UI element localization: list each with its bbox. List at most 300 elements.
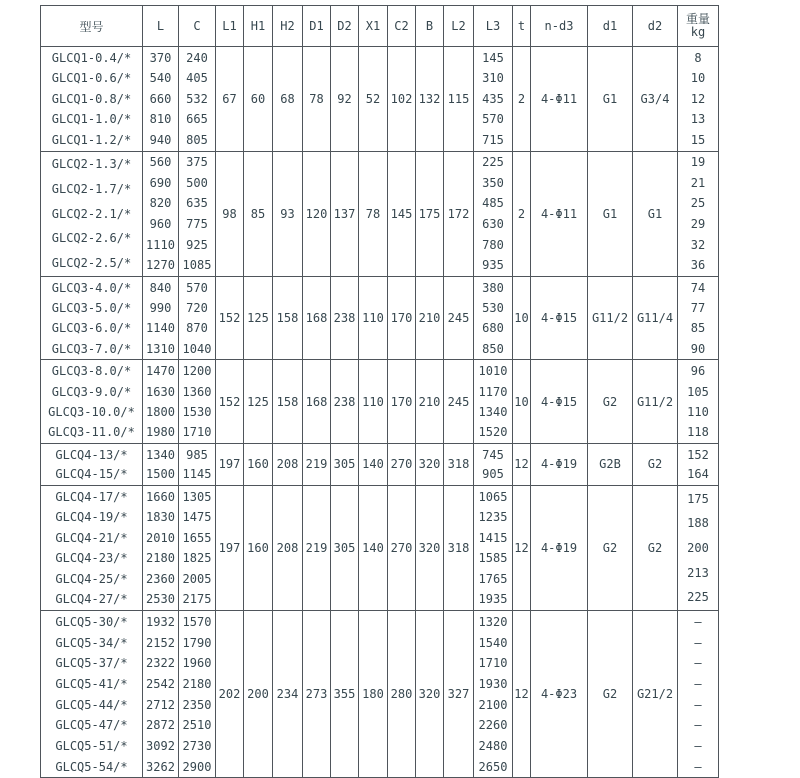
model-value: GLCQ4-19/* (55, 510, 128, 525)
model-stack (41, 612, 142, 777)
cell-d1: G1 (588, 151, 633, 276)
cell-t: 10 (513, 360, 531, 444)
cell-nd3: 4-Φ15 (531, 276, 588, 360)
model-value: GLCQ3-10.0/* (48, 405, 135, 419)
L-value: 1660 (146, 489, 175, 504)
C-value: 405 (186, 71, 208, 86)
C-value: 720 (186, 301, 208, 315)
kg-value: 213 (687, 565, 709, 580)
kg-value: – (694, 615, 702, 630)
model-value: GLCQ4-23/* (55, 551, 128, 566)
column-header-C: C (179, 6, 216, 47)
C-value: 532 (186, 91, 208, 106)
model-value: GLCQ3-6.0/* (51, 321, 132, 336)
cell-H1: 160 (244, 444, 273, 486)
weight-header-label: 重量 (685, 12, 710, 26)
cell-D1: 168 (303, 360, 331, 444)
group-row-1 (41, 47, 719, 152)
model-value: GLCQ1-0.6/* (51, 71, 132, 86)
cell-D2: 305 (331, 485, 359, 610)
cell-d1: G2 (588, 485, 633, 610)
L-value: 2360 (146, 571, 175, 586)
L-value: 1470 (146, 364, 175, 379)
cell-H1: 200 (244, 611, 273, 778)
L3-value: 310 (482, 71, 504, 86)
L-value: 1932 (146, 615, 175, 630)
group-row-6 (41, 485, 719, 610)
cell-L2: 115 (444, 47, 474, 152)
cell-C (179, 276, 216, 360)
cell-D2: 355 (331, 611, 359, 778)
kg-value: 85 (690, 321, 706, 336)
model-value: GLCQ1-0.8/* (51, 91, 132, 106)
cell-nd3: 4-Φ11 (531, 47, 588, 152)
kg-value: – (694, 739, 702, 754)
cell-C (179, 151, 216, 276)
L3-value: 905 (482, 467, 504, 482)
kg-value: – (694, 677, 702, 692)
cell-L (143, 360, 179, 444)
L-stack (143, 152, 178, 275)
cell-L2: 245 (444, 276, 474, 360)
group-row-7 (41, 611, 719, 778)
model-value: GLCQ5-51/* (55, 739, 128, 754)
cell-H1: 125 (244, 360, 273, 444)
cell-H2: 158 (273, 276, 303, 360)
C-value: 1825 (182, 551, 212, 566)
L3-value: 1930 (478, 677, 508, 692)
column-header-d1: d1 (588, 6, 633, 47)
L3-value: 485 (482, 196, 504, 211)
L-value: 940 (149, 132, 172, 147)
cell-H2: 68 (273, 47, 303, 152)
column-header-D1: D1 (303, 6, 331, 47)
kg-value: 10 (690, 71, 706, 86)
cell-L1: 152 (216, 276, 244, 360)
C-value: 1655 (182, 530, 212, 545)
cell-D1: 168 (303, 276, 331, 360)
cell-X1: 52 (359, 47, 388, 152)
cell-d1: G2B (588, 444, 633, 486)
C-value: 665 (186, 112, 208, 127)
L-value: 2530 (146, 592, 175, 607)
cell-t: 12 (513, 444, 531, 486)
cell-model (41, 360, 143, 444)
C-value: 1305 (182, 489, 212, 504)
column-header-L3: L3 (474, 6, 513, 47)
model-value: GLCQ4-21/* (55, 530, 128, 545)
cell-d1: G1 (588, 47, 633, 152)
kg-value: 200 (687, 541, 709, 556)
L3-value: 225 (482, 155, 504, 170)
L-value: 1630 (146, 384, 175, 399)
L-value: 1310 (146, 341, 175, 356)
model-value: GLCQ3-7.0/* (51, 341, 132, 356)
cell-X1: 180 (359, 611, 388, 778)
kg-value: 175 (687, 491, 709, 506)
model-value: GLCQ4-17/* (55, 489, 128, 504)
kg-value: 13 (690, 112, 706, 127)
column-header-D2: D2 (331, 6, 359, 47)
cell-D2: 238 (331, 360, 359, 444)
kg-stack (678, 152, 718, 275)
cell-d1: G2 (588, 611, 633, 778)
L-value: 1110 (146, 237, 175, 252)
kg-value: 77 (690, 301, 706, 315)
model-value: GLCQ5-47/* (55, 718, 128, 733)
cell-L3 (474, 360, 513, 444)
model-value: GLCQ3-5.0/* (51, 301, 132, 315)
model-value: GLCQ1-0.4/* (51, 50, 132, 65)
C-value: 2180 (182, 677, 212, 692)
cell-t: 10 (513, 276, 531, 360)
cell-B: 132 (416, 47, 444, 152)
cell-B: 320 (416, 444, 444, 486)
cell-D1: 219 (303, 485, 331, 610)
model-value: GLCQ5-30/* (55, 615, 128, 630)
column-header-L2: L2 (444, 6, 474, 47)
L-value: 960 (149, 216, 172, 231)
cell-L2: 318 (444, 485, 474, 610)
model-value: GLCQ2-2.5/* (51, 256, 132, 271)
L3-value: 1235 (478, 510, 508, 525)
cell-d2: G11/4 (633, 276, 678, 360)
cell-nd3: 4-Φ19 (531, 485, 588, 610)
kg-stack (678, 612, 718, 777)
cell-model (41, 485, 143, 610)
cell-L2: 245 (444, 360, 474, 444)
column-header-nd3: n-d3 (531, 6, 588, 47)
column-header-H1: H1 (244, 6, 273, 47)
L3-stack (474, 48, 512, 151)
column-header-X1: X1 (359, 6, 388, 47)
cell-B: 210 (416, 276, 444, 360)
L-value: 2010 (146, 530, 175, 545)
L-value: 3262 (146, 759, 175, 774)
L3-value: 630 (482, 216, 504, 231)
C-value: 1570 (182, 615, 212, 630)
model-stack (41, 445, 142, 485)
cell-L1: 197 (216, 444, 244, 486)
cell-C (179, 485, 216, 610)
C-value: 925 (186, 237, 208, 252)
cell-model (41, 444, 143, 486)
cell-nd3: 4-Φ15 (531, 360, 588, 444)
cell-model (41, 151, 143, 276)
model-value: GLCQ5-37/* (55, 656, 128, 671)
L-stack (143, 48, 178, 151)
cell-C2: 280 (388, 611, 416, 778)
C-value: 1200 (182, 364, 212, 379)
table-body (41, 47, 719, 778)
L3-value: 350 (482, 175, 504, 190)
model-value: GLCQ2-1.7/* (51, 182, 132, 196)
cell-X1: 78 (359, 151, 388, 276)
C-value: 1085 (182, 258, 212, 273)
L3-value: 1010 (478, 364, 508, 379)
cell-L3 (474, 151, 513, 276)
L3-value: 745 (482, 447, 504, 462)
kg-value: 225 (687, 590, 709, 605)
cell-nd3: 4-Φ11 (531, 151, 588, 276)
cell-d2: G2 (633, 485, 678, 610)
L-stack (143, 445, 178, 485)
kg-value: 152 (687, 447, 709, 462)
cell-X1: 110 (359, 360, 388, 444)
C-value: 1790 (182, 635, 212, 650)
cell-B: 320 (416, 611, 444, 778)
L-value: 990 (149, 301, 172, 315)
model-value: GLCQ4-27/* (55, 592, 128, 607)
cell-C2: 170 (388, 276, 416, 360)
C-value: 635 (186, 196, 208, 211)
C-value: 1145 (182, 467, 212, 482)
cell-H2: 93 (273, 151, 303, 276)
cell-L (143, 47, 179, 152)
L3-value: 1415 (478, 530, 508, 545)
C-value: 2005 (182, 571, 212, 586)
cell-D2: 305 (331, 444, 359, 486)
L-value: 2872 (146, 718, 175, 733)
C-value: 1710 (182, 425, 212, 440)
C-value: 2730 (182, 739, 212, 754)
cell-kg (678, 276, 719, 360)
kg-value: 96 (690, 364, 706, 379)
C-value: 570 (186, 280, 208, 295)
table-header (41, 6, 719, 47)
model-value: GLCQ5-54/* (55, 759, 128, 774)
cell-d2: G21/2 (633, 611, 678, 778)
kg-value: – (694, 697, 702, 712)
L3-stack (474, 612, 512, 777)
cell-D2: 238 (331, 276, 359, 360)
cell-kg (678, 47, 719, 152)
C-value: 500 (186, 175, 208, 190)
L-stack (143, 277, 178, 359)
cell-H2: 208 (273, 485, 303, 610)
C-stack (179, 152, 215, 275)
cell-kg (678, 611, 719, 778)
cell-d2: G1 (633, 151, 678, 276)
column-header-d2: d2 (633, 6, 678, 47)
spec-table (40, 5, 719, 778)
group-row-2 (41, 151, 719, 276)
L3-value: 715 (482, 132, 504, 147)
cell-L1: 152 (216, 360, 244, 444)
L3-stack (474, 277, 512, 359)
model-stack (41, 361, 142, 443)
kg-value: 118 (687, 425, 709, 440)
L-value: 690 (149, 175, 172, 190)
model-stack (41, 152, 142, 275)
cell-D1: 219 (303, 444, 331, 486)
cell-t: 12 (513, 485, 531, 610)
cell-C2: 145 (388, 151, 416, 276)
cell-C (179, 47, 216, 152)
L3-value: 1170 (478, 384, 508, 399)
model-value: GLCQ3-4.0/* (51, 280, 132, 295)
kg-value: – (694, 635, 702, 650)
L-value: 2712 (146, 697, 175, 712)
model-value: GLCQ2-1.3/* (51, 157, 132, 172)
cell-C (179, 611, 216, 778)
cell-kg (678, 485, 719, 610)
cell-L1: 67 (216, 47, 244, 152)
cell-C2: 270 (388, 444, 416, 486)
L-value: 660 (149, 91, 172, 106)
L3-value: 380 (482, 280, 504, 295)
model-value: GLCQ1-1.0/* (51, 112, 132, 127)
column-header-L1: L1 (216, 6, 244, 47)
cell-kg (678, 151, 719, 276)
L3-value: 435 (482, 91, 504, 106)
group-row-3 (41, 276, 719, 360)
kg-value: – (694, 718, 702, 733)
cell-X1: 110 (359, 276, 388, 360)
cell-L (143, 611, 179, 778)
kg-value: 105 (687, 384, 709, 399)
L-stack (143, 612, 178, 777)
cell-d2: G3/4 (633, 47, 678, 152)
model-value: GLCQ2-2.1/* (51, 206, 132, 221)
C-value: 375 (186, 155, 208, 170)
L3-value: 1710 (478, 656, 508, 671)
model-value: GLCQ4-25/* (55, 571, 128, 586)
cell-L (143, 444, 179, 486)
column-header-t: t (513, 6, 531, 47)
model-value: GLCQ2-2.6/* (51, 231, 132, 246)
C-value: 1040 (182, 341, 212, 356)
cell-t: 2 (513, 151, 531, 276)
L3-stack (474, 361, 512, 443)
L3-stack (474, 152, 512, 275)
L-value: 1800 (146, 405, 175, 419)
L-value: 820 (149, 196, 172, 211)
C-value: 2350 (182, 697, 212, 712)
L3-value: 570 (482, 112, 504, 127)
cell-H2: 234 (273, 611, 303, 778)
C-stack (179, 486, 215, 609)
cell-H1: 60 (244, 47, 273, 152)
cell-d2: G11/2 (633, 360, 678, 444)
kg-value: – (694, 759, 702, 774)
model-value: GLCQ3-9.0/* (51, 384, 132, 399)
column-header-H2: H2 (273, 6, 303, 47)
L3-value: 2100 (478, 697, 508, 712)
L3-value: 680 (482, 321, 504, 336)
L3-value: 2650 (478, 759, 508, 774)
C-value: 2510 (182, 718, 212, 733)
L-value: 810 (149, 112, 172, 127)
L-value: 2322 (146, 656, 175, 671)
C-stack (179, 361, 215, 443)
cell-C (179, 360, 216, 444)
cell-t: 2 (513, 47, 531, 152)
column-header-L: L (143, 6, 179, 47)
cell-d2: G2 (633, 444, 678, 486)
cell-H2: 208 (273, 444, 303, 486)
C-value: 775 (186, 216, 208, 231)
kg-value: 188 (687, 516, 709, 531)
L3-value: 1935 (478, 592, 508, 607)
cell-L2: 318 (444, 444, 474, 486)
column-header-model: 型号 (41, 6, 143, 47)
L3-value: 1540 (478, 635, 508, 650)
cell-D2: 92 (331, 47, 359, 152)
kg-stack (678, 445, 718, 485)
cell-C2: 270 (388, 485, 416, 610)
cell-B: 320 (416, 485, 444, 610)
cell-H1: 125 (244, 276, 273, 360)
kg-value: – (694, 656, 702, 671)
column-header-B: B (416, 6, 444, 47)
kg-value: 32 (690, 237, 706, 252)
cell-model (41, 47, 143, 152)
L3-value: 1320 (478, 615, 508, 630)
cell-D1: 273 (303, 611, 331, 778)
C-value: 1960 (182, 656, 212, 671)
C-stack (179, 277, 215, 359)
kg-stack (678, 486, 718, 609)
C-value: 805 (186, 132, 208, 147)
model-value: GLCQ4-13/* (55, 447, 128, 462)
model-value: GLCQ5-44/* (55, 697, 128, 712)
L-value: 560 (149, 155, 172, 170)
cell-L1: 197 (216, 485, 244, 610)
kg-value: 164 (687, 467, 709, 482)
L-value: 540 (149, 71, 172, 86)
kg-value: 25 (690, 196, 706, 211)
cell-B: 175 (416, 151, 444, 276)
model-value: GLCQ5-41/* (55, 677, 128, 692)
cell-C (179, 444, 216, 486)
column-header-C2: C2 (388, 6, 416, 47)
L-value: 3092 (146, 739, 175, 754)
L3-stack (474, 486, 512, 609)
L-value: 1830 (146, 510, 175, 525)
C-stack (179, 48, 215, 151)
C-value: 2175 (182, 592, 212, 607)
cell-model (41, 611, 143, 778)
C-value: 985 (186, 447, 208, 462)
C-value: 2900 (182, 759, 212, 774)
kg-value: 74 (690, 280, 706, 295)
L3-value: 935 (482, 258, 504, 273)
column-header-kg (678, 6, 719, 47)
cell-kg (678, 444, 719, 486)
C-value: 240 (186, 50, 208, 65)
cell-kg (678, 360, 719, 444)
L3-stack (474, 445, 512, 485)
cell-L (143, 485, 179, 610)
L-stack (143, 486, 178, 609)
cell-L3 (474, 611, 513, 778)
L3-value: 1065 (478, 489, 508, 504)
kg-value: 90 (690, 341, 706, 356)
kg-stack (678, 48, 718, 151)
model-stack (41, 486, 142, 609)
L-value: 2542 (146, 677, 175, 692)
cell-model (41, 276, 143, 360)
cell-H2: 158 (273, 360, 303, 444)
cell-L3 (474, 444, 513, 486)
L3-value: 1765 (478, 571, 508, 586)
model-value: GLCQ4-15/* (55, 467, 128, 482)
cell-D1: 120 (303, 151, 331, 276)
C-value: 1360 (182, 384, 212, 399)
kg-value: 15 (690, 132, 706, 147)
L-value: 2180 (146, 551, 175, 566)
